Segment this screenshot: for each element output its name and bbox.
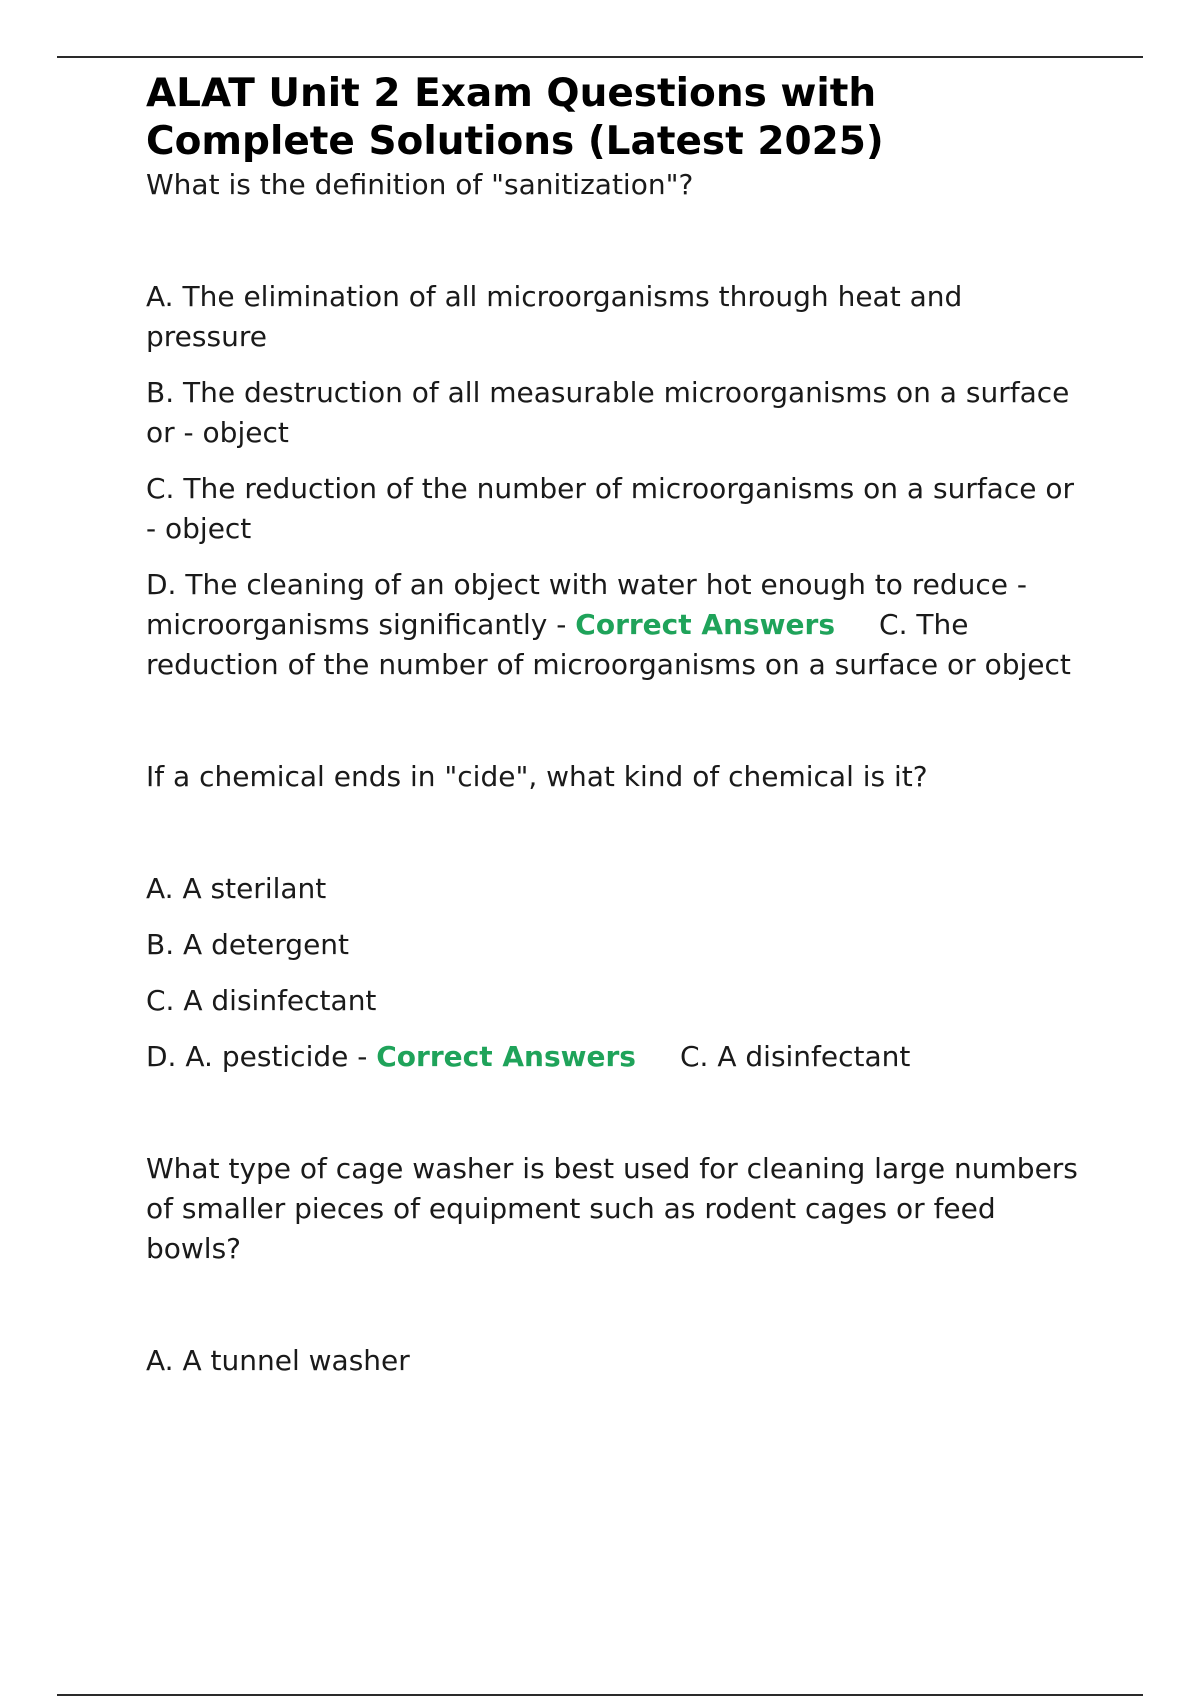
option-item: C. A disinfectant xyxy=(146,984,377,1017)
option-item: B. The destruction of all measurable microorganisms on a surface or - object xyxy=(146,376,1070,449)
correct-answers-label: Correct Answers xyxy=(575,608,836,641)
question-prompt: What is the definition of "sanitization"? xyxy=(146,168,694,201)
question-prompt: If a chemical ends in "cide", what kind of chemical is it? xyxy=(146,760,928,793)
option-item-with-answer xyxy=(146,1037,1086,1077)
option-item-with-answer xyxy=(146,565,1086,685)
document-body xyxy=(146,70,1086,1397)
question-block xyxy=(146,1149,1086,1381)
option-text: D. The cleaning of an object with water hot enough to reduce - microorganisms significantly - xyxy=(146,568,1028,641)
option-list xyxy=(146,869,1086,1077)
answer-text: C. The reduction of the number of microorganisms on a surface or object xyxy=(146,608,1071,681)
top-rule xyxy=(57,56,1143,58)
bottom-rule xyxy=(57,1694,1143,1696)
option-item: A. A sterilant xyxy=(146,872,327,905)
option-item: A. A tunnel washer xyxy=(146,1344,410,1377)
option-item: A. The elimination of all microorganisms through heat and pressure xyxy=(146,280,963,353)
option-text: D. A. pesticide - xyxy=(146,1040,377,1073)
answer-text: C. A disinfectant xyxy=(679,1040,911,1073)
document-title: ALAT Unit 2 Exam Questions with Complete Solutions (Latest 2025) xyxy=(146,71,884,164)
option-list xyxy=(146,1341,1086,1381)
question-block xyxy=(146,757,1086,1077)
option-list xyxy=(146,277,1086,685)
option-item: C. The reduction of the number of microorganisms on a surface or - object xyxy=(146,472,1075,545)
correct-answers-label: Correct Answers xyxy=(376,1040,636,1073)
question-prompt: What type of cage washer is best used for cleaning large numbers of smaller pieces of equipment such as rodent cages or feed bowls? xyxy=(146,1152,1078,1265)
question-block xyxy=(146,165,1086,685)
option-item: B. A detergent xyxy=(146,928,350,961)
